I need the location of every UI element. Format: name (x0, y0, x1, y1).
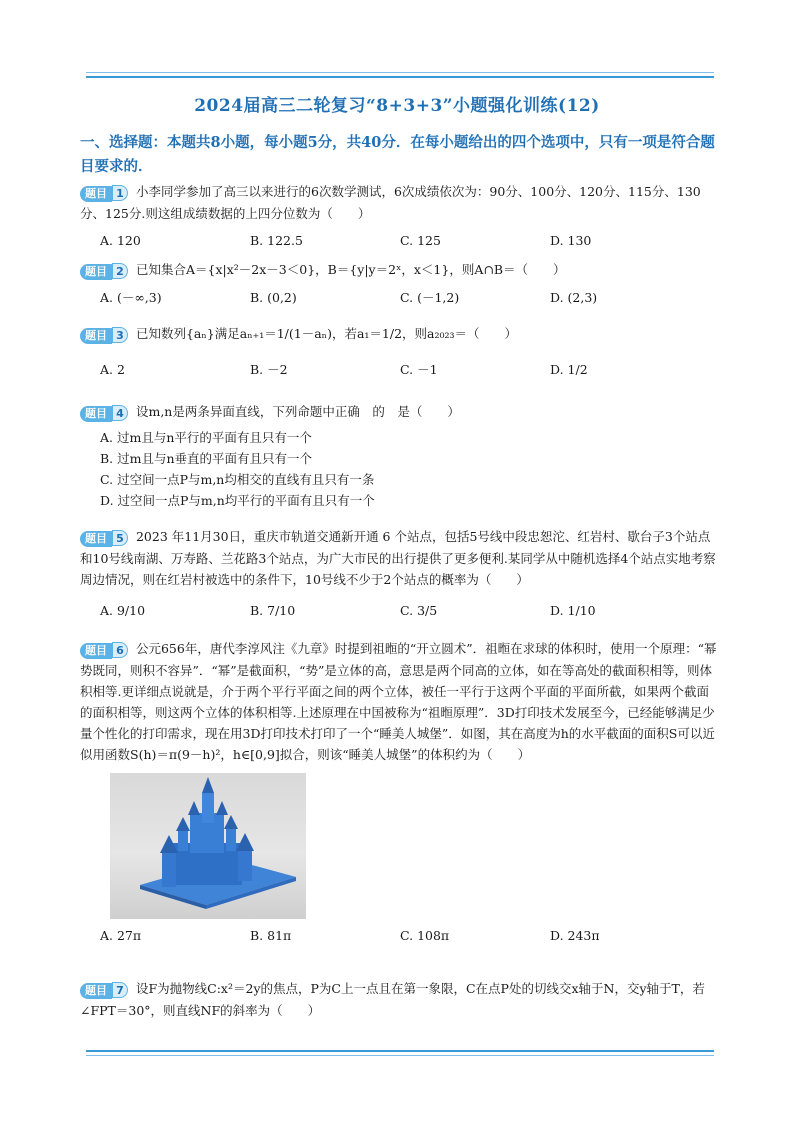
castle-icon (110, 773, 306, 919)
question-4 (80, 401, 720, 511)
question-tag: 题目 1 (80, 182, 128, 203)
question-stem: 设F为抛物线C:x²＝2y的焦点，P为C上一点且在第一象限，C在点P处的切线交x轴于N，交y轴于T，若∠FPT＝30°，则直线NF的斜率为（ ） (80, 981, 705, 1018)
question-6 (80, 638, 720, 946)
option-d[interactable]: D. 243π (550, 928, 600, 943)
question-tag: 题目 3 (80, 324, 128, 345)
option-a[interactable]: A. 2 (100, 362, 125, 377)
option-a[interactable]: A. (－∞,3) (100, 290, 162, 305)
top-rule (86, 72, 714, 73)
option-b[interactable]: B. 122.5 (250, 233, 303, 248)
castle-image (110, 773, 306, 919)
question-tag: 题目 2 (80, 260, 128, 281)
option-d[interactable]: D. 1/2 (550, 362, 588, 377)
question-3 (80, 323, 720, 380)
option-c[interactable]: C. 过空间一点P与m,n均相交的直线有且只有一条 (100, 472, 375, 487)
option-a[interactable]: A. 9/10 (100, 603, 146, 618)
question-stem: 已知集合A＝{x|x²－2x－3＜0}，B＝{y|y＝2ˣ，x＜1}，则A∩B＝（ ） (135, 262, 566, 277)
option-b[interactable]: B. －2 (250, 362, 288, 377)
bottom-rule (86, 1055, 714, 1056)
question-stem: 已知数列{aₙ}满足aₙ₊₁＝1/(1－aₙ)，若a₁＝1/2，则a₂₀₂₃＝（ ） (135, 326, 518, 341)
option-a[interactable]: A. 120 (100, 233, 141, 248)
question-stem: 小李同学参加了高三以来进行的6次数学测试，6次成绩依次为：90分、100分、120分、115分、130分、125分.则这组成绩数据的上四分位数为（ ） (80, 184, 701, 221)
options-row (80, 287, 720, 308)
options-row (80, 359, 720, 380)
bottom-rule-thick (86, 1050, 714, 1052)
options-row (80, 230, 720, 251)
question-tag: 题目 5 (80, 527, 128, 548)
option-b[interactable]: B. 7/10 (250, 603, 296, 618)
question-tag: 题目 7 (80, 979, 128, 1000)
option-b[interactable]: B. 81π (250, 928, 292, 943)
option-c[interactable]: C. (－1,2) (400, 290, 460, 305)
question-2 (80, 259, 720, 308)
question-stem: 2023 年11月30日，重庆市轨道交通新开通 6 个站点，包括5号线中段忠恕沱、红岩村、歇台子3个站点和10号线南湖、万寿路、兰花路3个站点，为广大市民的出行提供了更多便利.某同学从中随机选择4个站点实地考察周边情况，则在红岩村被选中的条件下，10号线不少于2个站点的概率为（ ） (80, 529, 716, 587)
option-d[interactable]: D. 130 (550, 233, 592, 248)
option-b[interactable]: B. (0,2) (250, 290, 297, 305)
question-1 (80, 181, 720, 251)
question-stem: 公元656年，唐代李淳风注《九章》时提到祖暅的“开立圆术”．祖暅在求球的体积时，使用一个原理：“幂势既同，则积不容异”．“幂”是截面积，“势”是立体的高，意思是两个同高的立体，如在等高处的截面积相等，则体积相等.更详细点说就是，介于两个平行平面之间的两个立体，被任一平行于这两个平面的平面所截，如果两个截面的面积相等，则这两个立体的体积相等.上述原理在中国被称为“祖暅原理”．3D打印技术发展至今，已经能够满足少量个性化的打印需求，现在用3D打印技术打印了一个“睡美人城堡”．如图，其在高度为h的水平截面的面积S可以近似用函数S(h)＝π(9－h)²，h∈[0,9]拟合，则该“睡美人城堡”的体积约为（ ） (80, 641, 717, 762)
option-d[interactable]: D. 1/10 (550, 603, 596, 618)
question-7 (80, 978, 720, 1021)
option-c[interactable]: C. －1 (400, 362, 438, 377)
question-stem: 设m,n是两条异面直线，下列命题中正确 的 是（ ） (135, 404, 460, 419)
option-a[interactable]: A. 27π (100, 928, 142, 943)
top-rule-thick (86, 76, 714, 78)
option-b[interactable]: B. 过m且与n垂直的平面有且只有一个 (100, 451, 313, 466)
option-d[interactable]: D. 过空间一点P与m,n均平行的平面有且只有一个 (100, 493, 375, 508)
option-c[interactable]: C. 3/5 (400, 603, 438, 618)
question-5 (80, 526, 720, 621)
option-a[interactable]: A. 过m且与n平行的平面有且只有一个 (100, 430, 312, 445)
section-heading: 一、选择题：本题共8小题，每小题5分，共40分．在每小题给出的四个选项中，只有一项是符合题目要求的． (80, 134, 715, 175)
options-list (80, 427, 720, 511)
question-tag: 题目 4 (80, 402, 128, 423)
option-c[interactable]: C. 108π (400, 928, 450, 943)
option-c[interactable]: C. 125 (400, 233, 441, 248)
options-row (80, 600, 720, 621)
options-row (80, 925, 720, 946)
question-tag: 题目 6 (80, 639, 128, 660)
page-title: 2024届高三二轮复习“8+3+3”小题强化训练(12) (194, 96, 600, 116)
option-d[interactable]: D. (2,3) (550, 290, 598, 305)
